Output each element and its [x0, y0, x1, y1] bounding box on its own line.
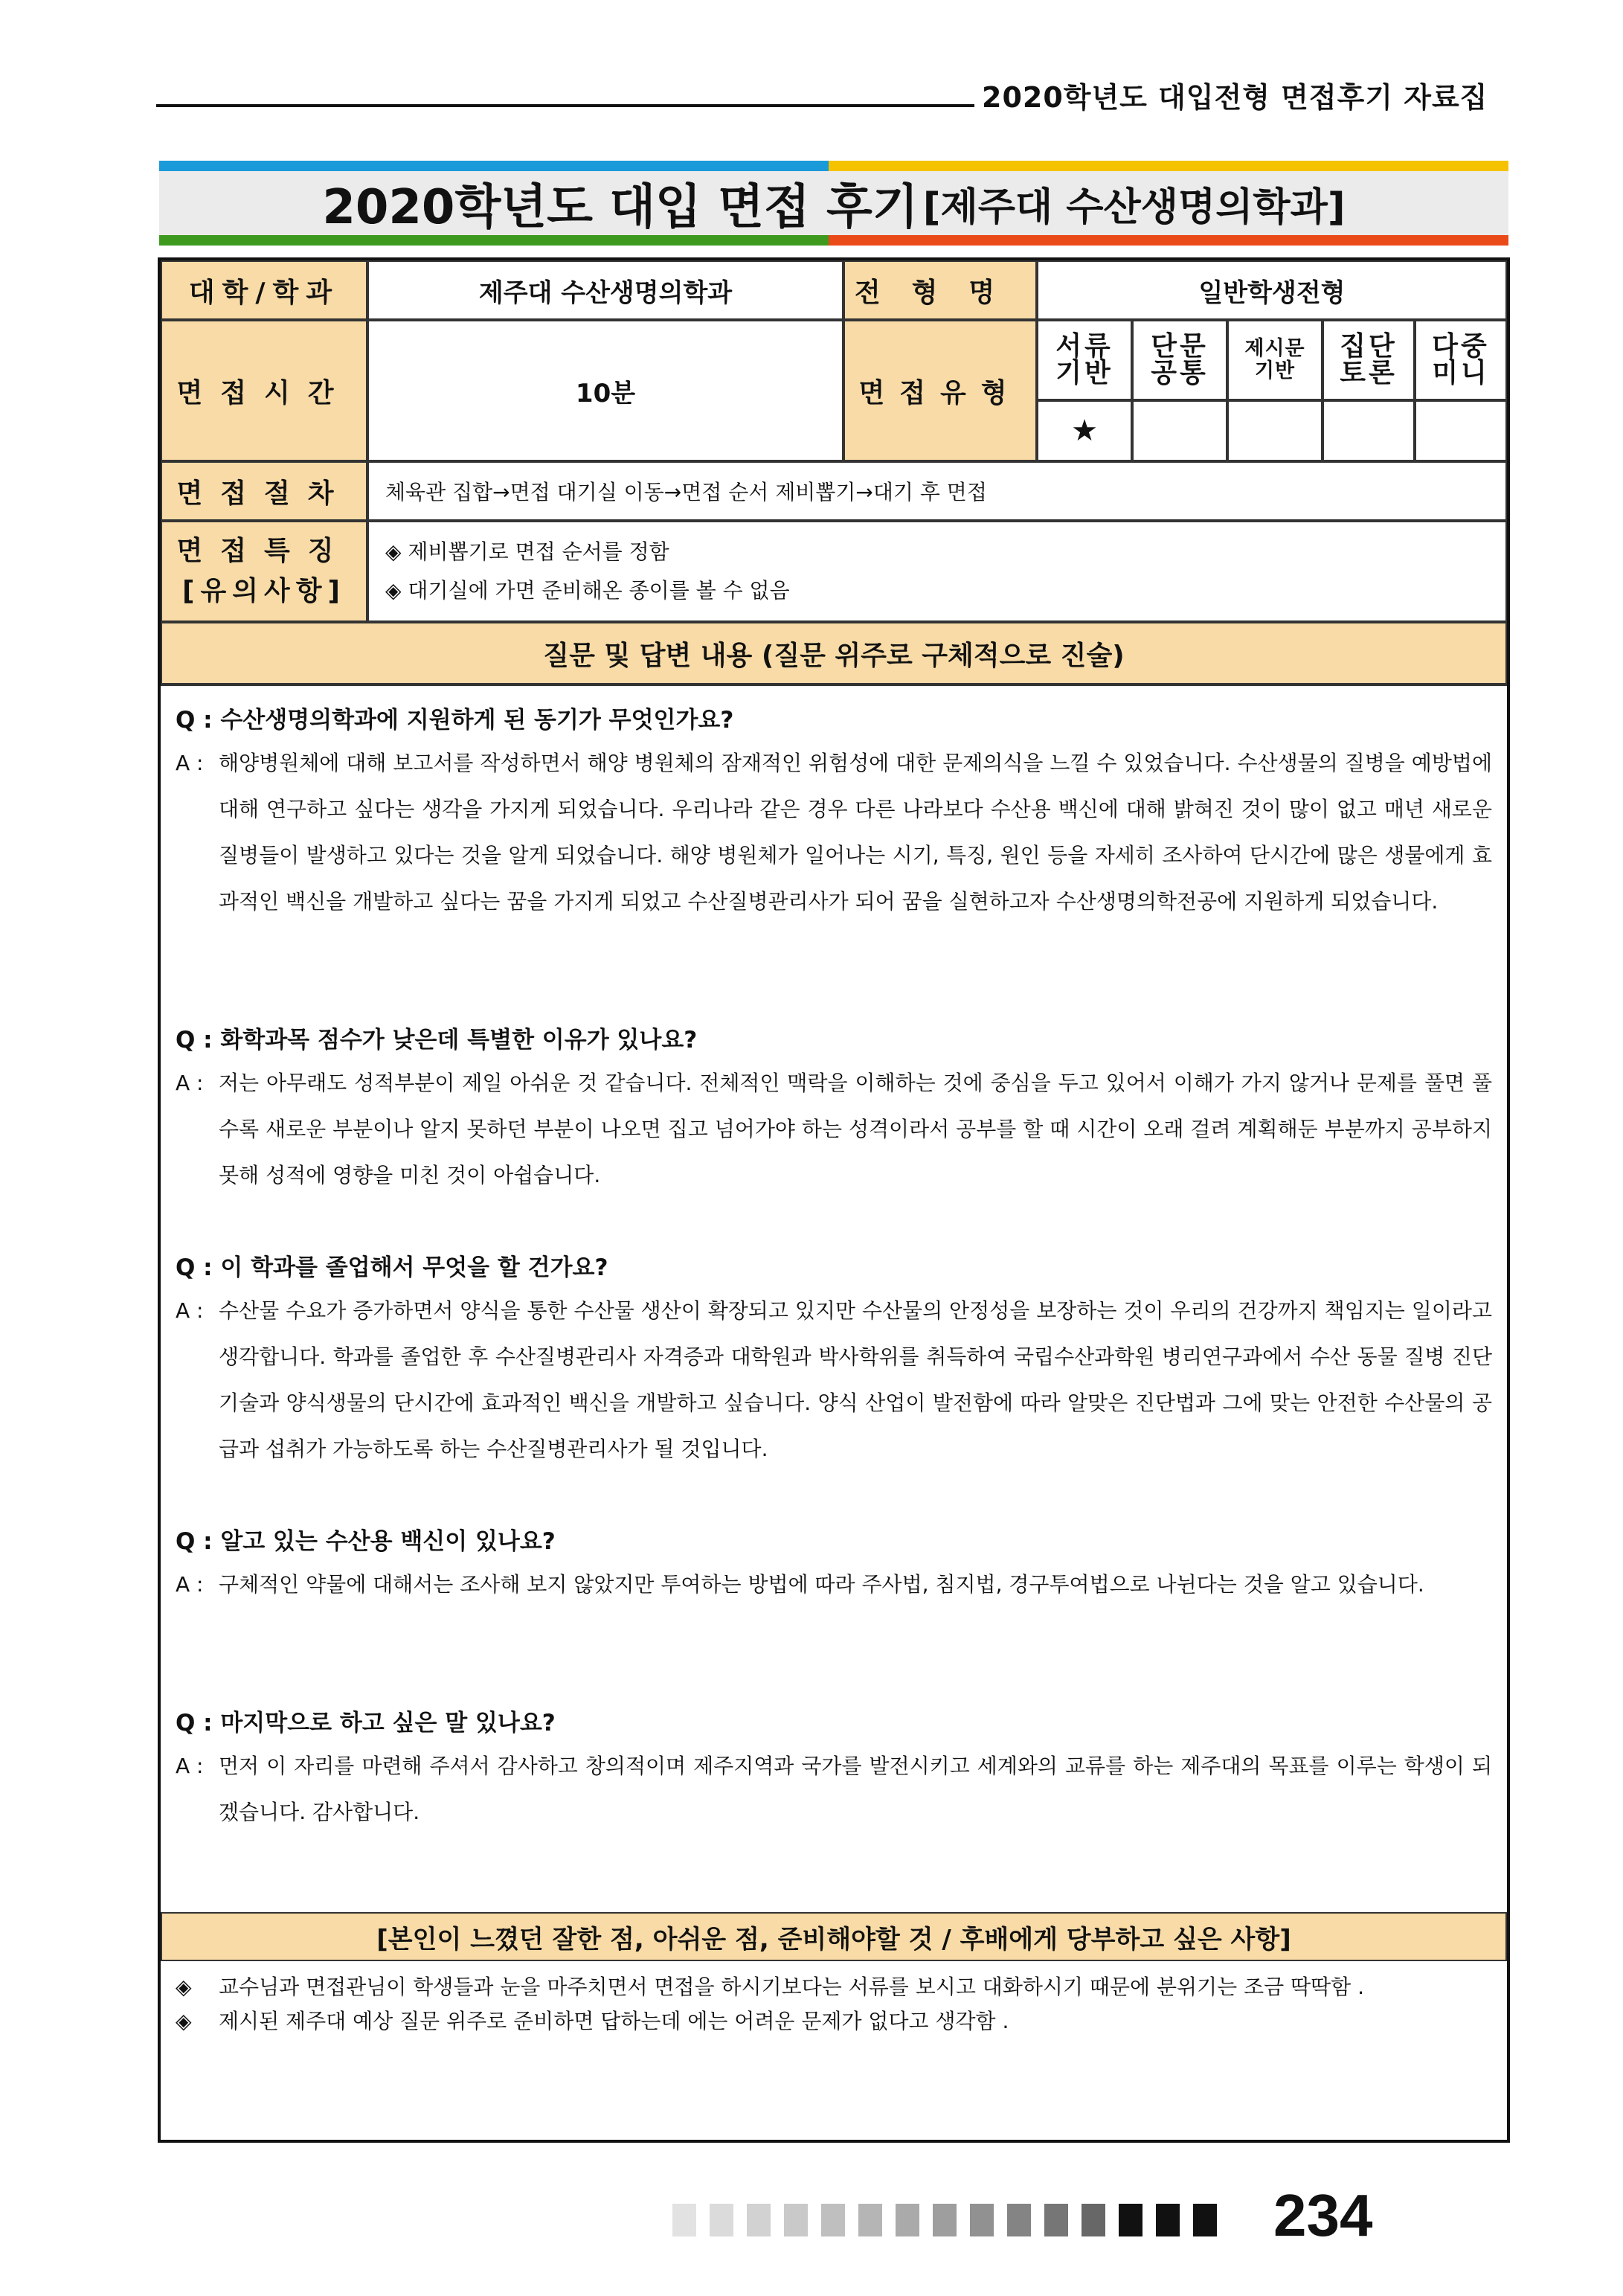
qa-block: [176, 1704, 1492, 1835]
admission-type-value: 일반학생전형: [1037, 260, 1507, 320]
question: Q : 화학과목 점수가 낮은데 특별한 이유가 있나요?: [176, 1027, 698, 1054]
type-mark-empty: [1415, 400, 1507, 461]
footer-square: [1007, 2204, 1031, 2236]
footer-square: [1119, 2204, 1142, 2236]
answer: [176, 1562, 1492, 1608]
time-value: 10분: [367, 320, 843, 461]
feature-item: ◈ 제비뽑기로 면접 순서를 정함: [385, 539, 669, 564]
type-document-based: 서류 기반: [1037, 320, 1132, 400]
title-bar-green: [159, 235, 829, 246]
answer: [176, 740, 1492, 925]
question: Q : 알고 있는 수산용 백신이 있나요?: [176, 1528, 556, 1555]
univ-label: 대학/학과: [161, 260, 367, 320]
question: Q : 이 학과를 졸업해서 무엇을 할 건가요?: [176, 1254, 608, 1281]
footer-square: [933, 2204, 957, 2236]
footer-square: [1082, 2204, 1105, 2236]
review-note-text: 교수님과 면접관님이 학생들과 눈을 마주치면서 면접을 하시기보다는 서류를 보시고 대화하시기 때문에 분위기는 조금 딱딱함 .: [219, 1975, 1365, 1999]
review-note: [176, 1970, 1492, 2004]
footer-square: [784, 2204, 808, 2236]
features-label-sub: [유의사항]: [181, 576, 346, 606]
answer: [176, 1288, 1492, 1472]
type-mark-empty: [1322, 400, 1415, 461]
header-title: 2020학년도 대입전형 면접후기 자료집: [982, 81, 1488, 114]
footer-gradient-squares: [672, 2204, 1217, 2236]
admission-type-label: 전형명: [843, 260, 1037, 320]
review-note-text: 제시된 제주대 예상 질문 위주로 준비하면 답하는데 에는 어려운 문제가 없다고 생각함 .: [219, 2009, 1009, 2033]
header-rule: [156, 104, 974, 107]
footer-square: [858, 2204, 882, 2236]
footer-square: [747, 2204, 771, 2236]
answer-text: 구체적인 약물에 대해서는 조사해 보지 않았지만 투여하는 방법에 따라 주사법, 침지법, 경구투여법으로 나뉜다는 것을 알고 있습니다.: [219, 1572, 1424, 1597]
interview-type-label: 면접유형: [843, 320, 1037, 461]
answer-prefix: A :: [176, 1572, 204, 1597]
answer-text: 수산물 수요가 증가하면서 양식을 통한 수산물 생산이 확장되고 있지만 수산물의 안정성을 보장하는 것이 우리의 건강까지 책임지는 일이라고 생각합니다. 학과를 졸업한 후 수산질병관리사 자격증과 대학원과 박사학위를 취득하여 국립수산과학원 병리연구과에서 수산 동물 질병 진단 기술과 양식생물의 단시간에 효과적인 백신을 개발하고 싶습니다. 양식 산업이 발전함에 따라 알맞은 진단법과 그에 맞는 안전한 수산물의 공급과 섭취가 가능하도록 하는 수산질병관리사가 될 것입니다.: [219, 1298, 1492, 1461]
diamond-bullet-icon: ◈: [176, 2009, 192, 2033]
question: Q : 마지막으로 하고 싶은 말 있나요?: [176, 1710, 556, 1737]
page-title-main: 2020학년도 대입 면접 후기: [322, 180, 919, 235]
answer-prefix: A :: [176, 1298, 204, 1323]
feature-item: ◈ 대기실에 가면 준비해온 종이를 볼 수 없음: [385, 578, 790, 603]
answer-prefix: A :: [176, 751, 204, 775]
answer-text: 먼저 이 자리를 마련해 주셔서 감사하고 창의적이며 제주지역과 국가를 발전시키고 세계와의 교류를 하는 제주대의 목표를 이루는 학생이 되겠습니다. 감사합니다.: [219, 1754, 1492, 1824]
footer-square: [1156, 2204, 1180, 2236]
type-multiple-mini: 다중 미니: [1415, 320, 1507, 400]
answer-prefix: A :: [176, 1071, 204, 1095]
footer-square: [970, 2204, 994, 2236]
procedure-label: 면접절차: [161, 461, 367, 521]
review-section-title: [본인이 느꼈던 잘한 점, 아쉬운 점, 준비해야할 것 / 후배에게 당부하고 싶은 사항]: [161, 1912, 1507, 1961]
type-mark-empty: [1132, 400, 1227, 461]
footer-square: [672, 2204, 696, 2236]
type-short-common: 단문 공통: [1132, 320, 1227, 400]
review-note: [176, 2004, 1492, 2039]
title-bar-yellow: [829, 161, 1508, 171]
features-list: [367, 521, 1507, 622]
title-bar-red: [829, 235, 1508, 246]
type-passage-based: 제시문 기반: [1227, 320, 1322, 400]
type-group-discussion: 집단 토론: [1322, 320, 1415, 400]
footer-square: [1193, 2204, 1217, 2236]
review-notes: [176, 1970, 1492, 2039]
features-label-main: 면접특징: [176, 536, 352, 566]
diamond-bullet-icon: ◈: [176, 1975, 192, 1999]
qa-block: [176, 1522, 1492, 1608]
answer-text: 해양병원체에 대해 보고서를 작성하면서 해양 병원체의 잠재적인 위험성에 대한 문제의식을 느낄 수 있었습니다. 수산생물의 질병을 예방법에 대해 연구하고 싶다는 생각을 가지게 되었습니다. 우리나라 같은 경우 다른 나라보다 수산용 백신에 대해 밝혀진 것이 많이 없고 매년 새로운 질병들이 발생하고 있다는 것을 알게 되었습니다. 해양 병원체가 일어나는 시기, 특징, 원인 등을 자세히 조사하여 단시간에 많은 생물에게 효과적인 백신을 개발하고 싶다는 꿈을 가지게 되었고 수산질병관리사가 되어 꿈을 실현하고자 수산생명의학전공에 지원하게 되었습니다.: [219, 751, 1492, 914]
time-label: 면접시간: [161, 320, 367, 461]
footer-square: [1044, 2204, 1068, 2236]
features-label: [161, 521, 367, 622]
page-title-sub: [제주대 수산생명의학과]: [922, 185, 1346, 230]
question: Q : 수산생명의학과에 지원하게 된 동기가 무엇인가요?: [176, 707, 734, 734]
univ-value: 제주대 수산생명의학과: [367, 260, 843, 320]
answer: [176, 1060, 1492, 1199]
footer-square: [821, 2204, 845, 2236]
qa-block: [176, 1248, 1492, 1472]
answer-text: 저는 아무래도 성적부분이 제일 아쉬운 것 같습니다. 전체적인 맥락을 이해하는 것에 중심을 두고 있어서 이해가 가지 않거나 문제를 풀면 풀수록 새로운 부분이나 알지 못하던 부분이 나오면 집고 넘어가야 하는 성격이라서 공부를 할 때 시간이 오래 걸려 계획해둔 부분까지 공부하지 못해 성적에 영향을 미친 것이 아쉽습니다.: [219, 1071, 1492, 1187]
qa-section-title: 질문 및 답변 내용 (질문 위주로 구체적으로 진술): [161, 622, 1507, 684]
qa-block: [176, 701, 1492, 925]
procedure-value: 체육관 집합→면접 대기실 이동→면접 순서 제비뽑기→대기 후 면접: [367, 461, 1507, 521]
type-mark-empty: [1227, 400, 1322, 461]
answer: [176, 1743, 1492, 1835]
answer-prefix: A :: [176, 1754, 204, 1778]
footer-square: [710, 2204, 733, 2236]
page-title: [159, 171, 1508, 235]
footer-square: [896, 2204, 919, 2236]
section-divider: [161, 684, 1507, 689]
page-number: 234: [1273, 2182, 1373, 2248]
qa-block: [176, 1021, 1492, 1199]
selected-star-icon: ★: [1037, 400, 1132, 461]
